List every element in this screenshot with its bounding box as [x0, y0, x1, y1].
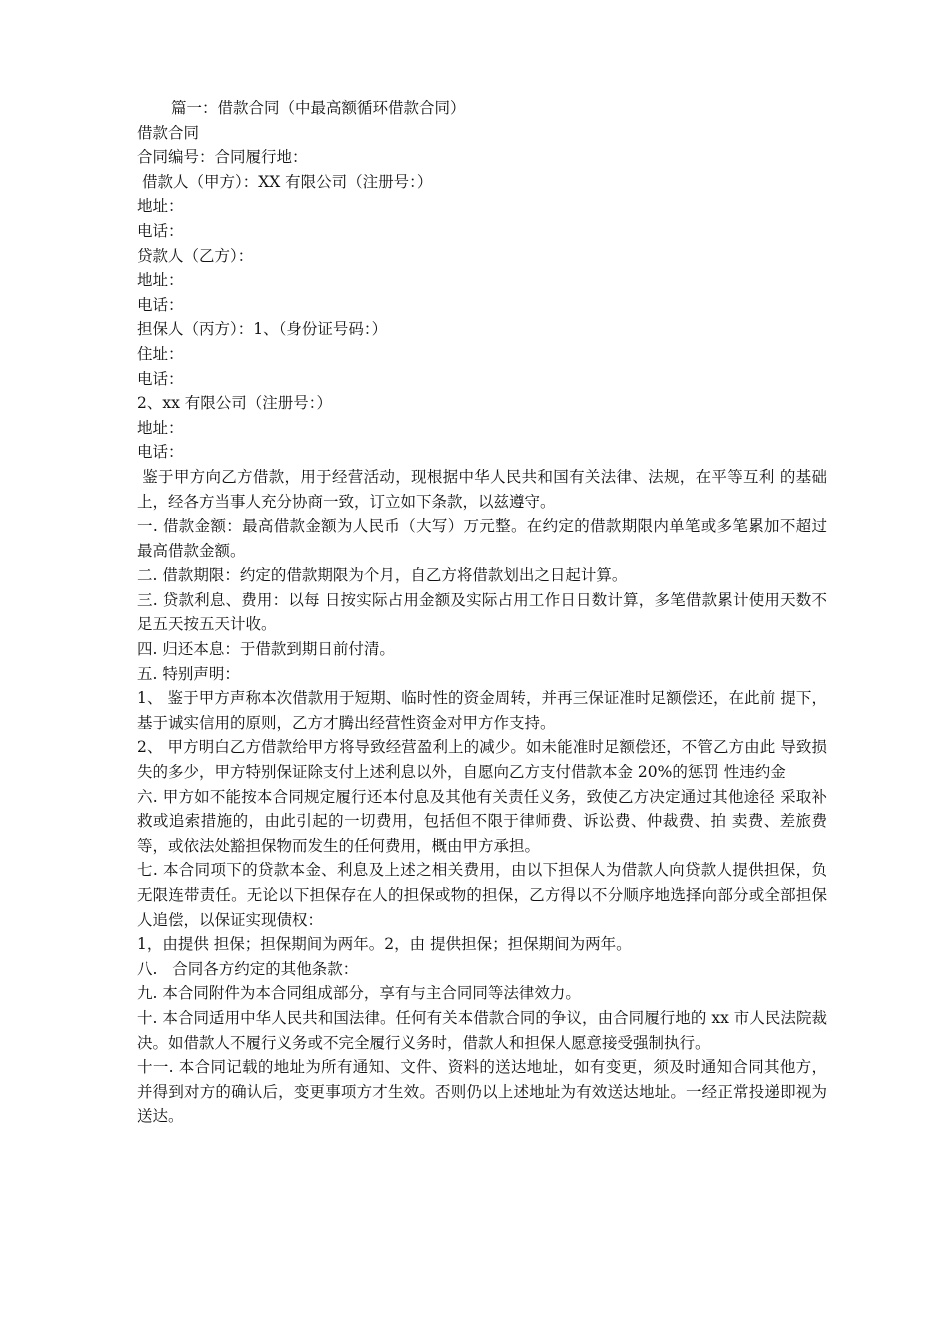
- clause-5-item-1: 1、 鉴于甲方声称本次借款用于短期、临时性的资金周转，并再三保证准时足额偿还，在此前 提下，基于诚实信用的原则，乙方才腾出经营性资金对甲方作支持。: [137, 689, 827, 732]
- clause-10-governing-law: 十. 本合同适用中华人民共和国法律。任何有关本借款合同的争议，由合同履行地的 xx 市人民法院裁决。如借款人不履行义务或不完全履行义务时，借款人和担保人愿意接受强制执行。: [137, 1008, 827, 1052]
- lender-address: 地址：: [137, 271, 184, 290]
- guarantee-period-line: 1，由提供 担保；担保期间为两年。2，由 提供担保；担保期间为两年。: [137, 935, 632, 954]
- borrower-address: 地址：: [137, 197, 184, 216]
- clause-9-appendix: 九. 本合同附件为本合同组成部分，享有与主合同同等法律效力。: [137, 984, 581, 1003]
- preamble-paragraph: 鉴于甲方向乙方借款，用于经营活动，现根据中华人民共和国有关法律、法规，在平等互利 的基础上，经各方当事人充分协商一致，订立如下条款，以兹遵守。: [137, 467, 827, 511]
- document-page: [137, 96, 827, 1129]
- guarantor-company-phone: 电话：: [137, 443, 184, 462]
- clause-11-notices: 十一. 本合同记载的地址为所有通知、文件、资料的送达地址，如有变更，须及时通知合同其他方，并得到对方的确认后，变更事项方才生效。否则仍以上述地址为有效送达地址。一经正常投递即视为送达。: [137, 1058, 827, 1126]
- borrower-phone: 电话：: [137, 221, 184, 240]
- clause-3-interest: 三. 贷款利息、费用：以每 日按实际占用金额及实际占用工作日日数计算，多笔借款累计使用天数不足五天按五天计收。: [137, 590, 827, 634]
- guarantor-line: 担保人（丙方）：1、（身份证号码：）: [137, 320, 388, 339]
- lender-line: 贷款人（乙方）：: [137, 246, 254, 265]
- guarantor-company-line: 2、xx 有限公司（注册号：）: [137, 394, 333, 413]
- clause-5-item-2: 2、 甲方明白乙方借款给甲方将导致经营盈利上的减少。如未能准时足额偿还，不管乙方由此 导致损失的多少，甲方特别保证除支付上述利息以外，自愿向乙方支付借款本金 20%的惩罚 性违约金: [137, 738, 827, 782]
- clause-2-loan-term: 二. 借款期限：约定的借款期限为个月，自乙方将借款划出之日起计算。: [137, 566, 628, 585]
- contract-number-line: 合同编号：合同履行地：: [137, 148, 308, 167]
- clause-8-other-terms: 八. 合同各方约定的其他条款：: [137, 959, 359, 978]
- guarantor-residence: 住址：: [137, 344, 184, 363]
- clause-4-repayment: 四. 归还本息：于借款到期日前付清。: [137, 640, 395, 659]
- guarantor-company-address: 地址：: [137, 418, 184, 437]
- borrower-line: 借款人（甲方）：XX 有限公司（注册号：）: [137, 172, 433, 191]
- clause-1-loan-amount: 一. 借款金额：最高借款金额为人民币（大写）万元整。在约定的借款期限内单笔或多笔累加不超过最高借款金额。: [137, 517, 827, 560]
- clause-5-special-statement: 五. 特别声明：: [137, 664, 240, 683]
- guarantor-phone: 电话：: [137, 369, 184, 388]
- clause-7-guarantee: 七. 本合同项下的贷款本金、利息及上述之相关费用，由以下担保人为借款人向贷款人提供担保，负无限连带责任。无论以下担保存在人的担保或物的担保，乙方得以不分顺序地选择向部分或全部担保人追偿，以保证实现债权：: [137, 861, 827, 929]
- document-title: 篇一：借款合同（中最高额循环借款合同）: [171, 99, 466, 117]
- clause-6-default: 六. 甲方如不能按本合同规定履行还本付息及其他有关责任义务，致使乙方决定通过其他途径 采取补救或追索措施的，由此引起的一切费用，包括但不限于律师费、诉讼费、仲裁费、拍 卖费、差旅费等，或依法处豁担保物而发生的任何费用，概由甲方承担。: [137, 787, 827, 855]
- heading-loan-contract: 借款合同: [137, 123, 200, 142]
- lender-phone: 电话：: [137, 295, 184, 314]
